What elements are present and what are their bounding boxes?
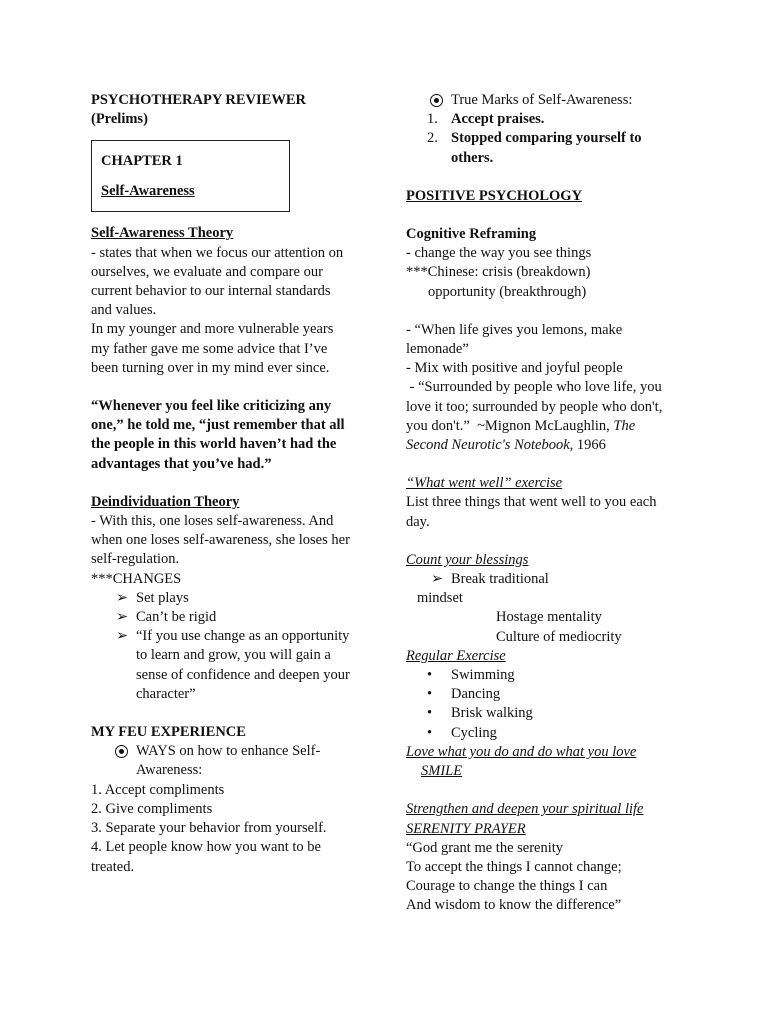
arrow-bullet-icon: ➢ [431,571,444,588]
www-line: day. [406,513,430,530]
hostage-line: Culture of mediocrity [496,628,622,645]
list-item [406,570,686,589]
cog-line: - change the way you see things [406,245,592,262]
quote-line: one,” he told me, “just remember that all [91,417,345,434]
list-item [91,608,366,627]
exercise-heading: Regular Exercise [406,647,506,664]
quote-line: advantages that you’ve had.” [91,455,272,472]
chapter-box [91,140,290,212]
sat-line: In my younger and more vulnerable years [91,321,334,338]
list-item-text: True Marks of Self-Awareness: [451,92,633,108]
lemon-line: lemonade” [406,341,469,358]
lemon-line: - “Surrounded by people who love life, you [406,379,662,396]
arrow-bullet-icon: ➢ [116,589,129,606]
doc-subtitle: (Prelims) [91,111,148,128]
lemon-line: - Mix with positive and joyful people [406,360,623,377]
deind-heading: Deindividuation Theory [91,493,240,510]
list-item [406,129,686,167]
list-number: 1. [427,111,438,128]
deind-line: ***CHANGES [91,570,182,587]
list-item [406,685,686,704]
list-item [406,704,686,723]
bullet-icon: • [427,705,433,722]
list-item-text: “If you use change as an opportunity [136,628,350,645]
radio-bullet-icon [115,745,128,758]
quote-line: “Whenever you feel like criticizing any [91,398,332,415]
deind-line: self-regulation. [91,551,180,568]
list-item [91,627,366,704]
sat-line: - states that when we focus our attention on [91,244,344,261]
bullet-icon: • [427,667,433,684]
list-number: 2. [427,130,438,147]
book-title-part: Second Neurotic's Notebook [406,437,570,454]
list-item [406,724,686,743]
left-column [91,91,366,877]
prayer-line: And wisdom to know the difference” [406,897,622,914]
sat-line: current behavior to our internal standards [91,283,331,300]
attribution-text: you don't.” ~Mignon McLaughlin, [406,417,610,434]
doc-title: PSYCHOTHERAPY REVIEWER [91,92,306,108]
list-item [91,589,366,608]
sat-line: and values. [91,302,157,319]
prayer-line: Courage to change the things I can [406,878,608,895]
blessings-heading: Count your blessings [406,551,529,568]
break-cont: mindset [417,590,463,607]
list-item [406,110,686,129]
list-item-text: Stopped comparing yourself to [451,130,642,147]
bullet-icon: • [427,724,433,741]
feu-item: 3. Separate your behavior from yourself. [91,820,327,837]
arrow-bullet-icon: ➢ [116,628,129,645]
sat-heading: Self-Awareness Theory [91,225,234,242]
deind-line: when one loses self-awareness, she loses her [91,532,350,549]
smile-heading: SMILE [421,763,463,780]
list-item-text: others. [451,149,494,166]
www-line: List three things that went well to you each [406,494,657,511]
feu-item: 4. Let people know how you want to be [91,839,321,856]
feu-item: treated. [91,858,135,875]
sat-line: my father gave me some advice that I’ve [91,340,328,357]
feu-item: 2. Give compliments [91,800,213,817]
book-year: , 1966 [569,437,606,454]
list-item-text: Accept praises. [451,111,545,128]
list-item-text: Can’t be rigid [136,609,217,626]
list-item-text: character” [136,685,196,702]
chapter-label: CHAPTER 1 [101,153,183,170]
feu-item: 1. Accept compliments [91,781,225,798]
right-column [406,91,686,916]
cog-line: opportunity (breakthrough) [428,283,587,300]
lemon-line: - “When life gives you lemons, make [406,321,623,338]
serenity-heading: SERENITY PRAYER [406,820,526,837]
deind-line: - With this, one loses self-awareness. And [91,513,334,530]
chapter-topic: Self-Awareness [101,183,195,200]
cog-heading: Cognitive Reframing [406,226,537,243]
list-item-text: Swimming [451,667,515,684]
radio-bullet-icon [430,94,443,107]
feu-heading: MY FEU EXPERIENCE [91,724,246,741]
sat-line: ourselves, we evaluate and compare our [91,263,323,280]
bullet-icon: • [427,686,433,703]
list-item-text: to learn and grow, you will gain a [136,647,331,664]
lemon-line: love it too; surrounded by people who don't, [406,398,663,415]
spiritual-heading: Strengthen and deepen your spiritual life [406,801,644,818]
list-item-text: Cycling [451,724,497,741]
book-title-part: The [613,417,636,434]
cog-line: ***Chinese: crisis (breakdown) [406,264,591,281]
quote-attribution [406,417,686,436]
arrow-bullet-icon: ➢ [116,609,129,626]
list-item-text: WAYS on how to enhance Self- [136,743,321,760]
list-item-text: Brisk walking [451,705,533,722]
list-item [406,666,686,685]
sat-line: been turning over in my mind ever since. [91,359,330,376]
list-item-text: Dancing [451,686,501,703]
list-item [406,91,686,110]
list-item-text: Break traditional [451,571,549,588]
prayer-line: To accept the things I cannot change; [406,858,622,875]
list-item-text: Set plays [136,589,189,606]
prayer-line: “God grant me the serenity [406,839,564,856]
positive-psychology-heading: POSITIVE PSYCHOLOGY [406,187,583,204]
list-item-text: Awareness: [136,762,203,779]
hostage-line: Hostage mentality [496,609,602,626]
list-item [91,742,366,780]
www-heading: “What went well” exercise [406,475,563,492]
love-heading: Love what you do and do what you love [406,743,637,760]
quote-line: the people in this world haven’t had the [91,436,337,453]
list-item-text: sense of confidence and deepen your [136,666,350,683]
quote-attribution [406,436,686,455]
